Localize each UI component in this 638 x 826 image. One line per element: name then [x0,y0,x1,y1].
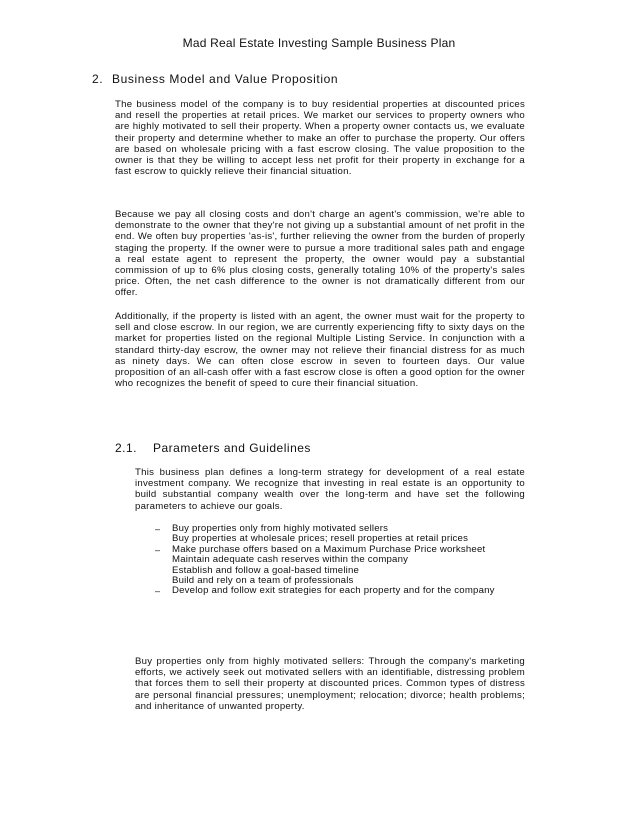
section-2-1-intro: This business plan defines a long-term strategy for development of a real estate investment company. We recognize that investing in real estate is an opportunity to build substantial company wealth over the long-term and have set the following parameters to achieve our goals. [135,467,525,512]
document-title: Mad Real Estate Investing Sample Business Plan [182,36,456,50]
dash-icon: – [155,586,161,597]
list-item-text: Develop and follow exit strategies for each property and for the company [172,585,495,597]
list-item [155,586,533,596]
section-2-paragraph-1: The business model of the company is to buy residential properties at discounted prices and resell the properties at retail prices. We market our services to property owners who are highly motivated to sell their property. When a property owner contacts us, we evaluate their property and determine whether to make an offer to purchase the property. Our offers are based on wholesale pricing with a fast escrow closing. The value proposition to the owner is that they be willing to accept less net profit for their property in exchange for a fast escrow to quickly relieve their financial situation. [115,99,525,178]
dash-icon: – [155,524,161,534]
section-2-1-number: 2.1. [115,441,138,455]
section-2-number: 2. [92,72,104,86]
section-2-1-closing-paragraph: Buy properties only from highly motivated sellers: Through the company's marketing efforts, we actively seek out motivated sellers with an identifiable, distressing problem that forces them to sell their property at discounted prices. Common types of distress are personal financial pressures; unemployment; relocation; divorce; health problems; and inheritance of unwanted property. [135,656,525,712]
list-item-text: Establish and follow a goal-based timeline [172,564,360,576]
list-item-text: Make purchase offers based on a Maximum Purchase Price worksheet [172,543,486,555]
section-2-paragraph-2: Because we pay all closing costs and don't charge an agent's commission, we're able to demonstrate to the owner that they're not giving up a substantial amount of net profit in the end. We often buy properties 'as-is', further relieving the owner from the burden of properly staging the property. If the owner were to pursue a more traditional sales path and engage a real estate agent to represent the property, the owner would pay a substantial commission of up to 6% plus closing costs, generally totaling 10% of the property's sales price. Often, the net cash difference to the owner is not dramatically different from our offer. [115,209,525,299]
section-2-heading [92,72,338,86]
dash-icon: – [155,544,161,555]
list-item-text: Maintain adequate cash reserves within the company [172,554,409,566]
parameters-list [155,524,533,597]
list-item-text: Build and rely on a team of professionals [172,575,354,587]
list-item-text: Buy properties at wholesale prices; resell properties at retail prices [172,533,469,545]
list-item-text: Buy properties only from highly motivated sellers [172,523,389,534]
section-2-1-heading [115,441,311,455]
section-2-paragraph-3: Additionally, if the property is listed with an agent, the owner must wait for the property to sell and close escrow. In our region, we are currently experiencing fifty to sixty days on the market for properties listed on the regional Multiple Listing Service. In conjunction with a standard thirty-day escrow, the owner may not relieve their financial distress for as much as ninety days. We can often close escrow in seven to fourteen days. Our value proposition of an all-cash offer with a fast escrow close is often a good option for the owner who recognizes the benefit of speed to cure their financial situation. [115,311,525,390]
section-2-1-title: Parameters and Guidelines [153,441,311,455]
section-2-title: Business Model and Value Proposition [112,72,339,86]
